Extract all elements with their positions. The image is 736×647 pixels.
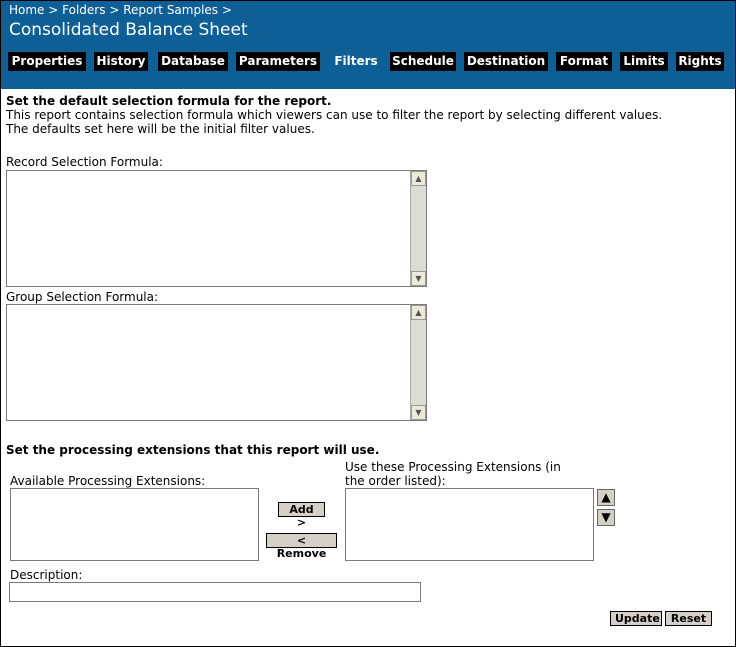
use-extensions-label-line1: Use these Processing Extensions (in (345, 460, 561, 474)
tab-destination[interactable]: Destination (464, 52, 548, 71)
description-field[interactable] (9, 582, 421, 602)
scroll-down-icon[interactable]: ▼ (411, 405, 426, 420)
header-bar (1, 1, 735, 89)
move-up-icon[interactable]: ▲ (597, 489, 615, 506)
record-selection-textarea[interactable] (6, 170, 427, 287)
use-extensions-list[interactable] (345, 488, 594, 561)
group-scrollbar[interactable] (410, 305, 426, 420)
scroll-up-icon[interactable]: ▲ (411, 305, 426, 320)
group-selection-label: Group Selection Formula: (6, 290, 159, 304)
remove-button[interactable]: < Remove (266, 533, 337, 548)
scroll-up-icon[interactable]: ▲ (411, 171, 426, 186)
page-title: Consolidated Balance Sheet (9, 20, 248, 40)
tab-parameters[interactable]: Parameters (236, 52, 320, 71)
tab-database[interactable]: Database (158, 52, 228, 71)
filter-description-line2: The defaults set here will be the initial filter values. (6, 122, 315, 136)
reset-button[interactable]: Reset (665, 611, 712, 626)
tab-properties[interactable]: Properties (8, 52, 86, 71)
extensions-section-title: Set the processing extensions that this report will use. (6, 443, 380, 457)
breadcrumb-separator: > (221, 3, 232, 17)
filter-section-title: Set the default selection formula for the report. (6, 94, 332, 108)
scroll-down-icon[interactable]: ▼ (411, 271, 426, 286)
tab-history[interactable]: History (94, 52, 148, 71)
breadcrumb-separator: > (109, 3, 120, 17)
tab-schedule[interactable]: Schedule (390, 52, 456, 71)
breadcrumb-home[interactable]: Home (9, 3, 45, 17)
group-selection-textarea[interactable] (6, 304, 427, 421)
breadcrumb-report-samples[interactable]: Report Samples (123, 3, 219, 17)
record-scrollbar[interactable] (410, 171, 426, 286)
tab-rights[interactable]: Rights (676, 52, 724, 71)
filter-description-line1: This report contains selection formula which viewers can use to filter the report by selecting different values. (6, 108, 663, 122)
tab-limits[interactable]: Limits (620, 52, 668, 71)
available-extensions-list[interactable] (10, 488, 259, 561)
move-down-icon[interactable]: ▼ (597, 509, 615, 526)
tab-filters[interactable]: Filters (328, 52, 384, 71)
breadcrumb-separator: > (48, 3, 59, 17)
description-label: Description: (10, 568, 83, 582)
use-extensions-label-line2: the order listed): (345, 474, 446, 488)
tab-format[interactable]: Format (556, 52, 612, 71)
record-selection-label: Record Selection Formula: (6, 155, 163, 169)
breadcrumb-folders[interactable]: Folders (62, 3, 106, 17)
available-extensions-label: Available Processing Extensions: (10, 474, 206, 488)
add-button[interactable]: Add > (278, 502, 325, 517)
breadcrumb (9, 3, 232, 17)
update-button[interactable]: Update (610, 611, 662, 626)
